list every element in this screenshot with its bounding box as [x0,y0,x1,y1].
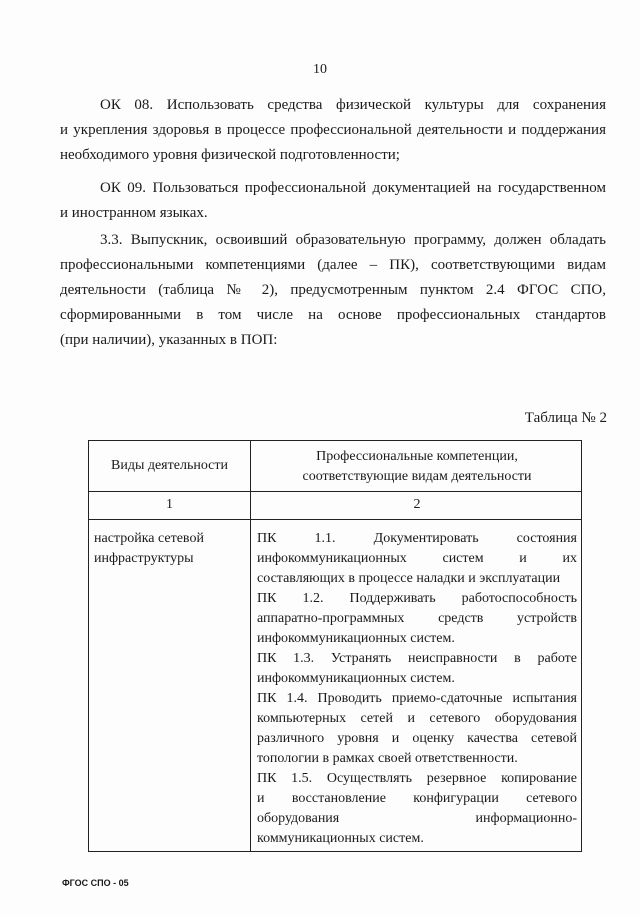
competency-line: составляющих в процессе наладки и эксплуатации [257,571,561,586]
competency-line: ПК 1.5. Осуществлять резервное копирование [257,771,577,786]
column-number-1: 1 [166,497,173,512]
paragraph-ok08 [60,93,606,168]
competency-line: коммуникационных систем. [257,831,424,846]
competency-line: ПК 1.1. Документировать состояния [257,531,577,546]
paragraph-3-3 [60,228,606,353]
competency-line: инфокоммуникационных систем. [257,631,455,646]
competency-line: ПК 1.4. Проводить приемо-сдаточные испытания [257,691,577,706]
competency-line: инфокоммуникационных систем и их [257,551,577,566]
header-activity-text: Виды деятельности [110,458,228,473]
competency-line: ПК 1.2. Поддерживать работоспособность [257,591,577,606]
competency-line: оборудования информационно- [257,811,577,826]
header-line: Профессиональные компетенции, [316,449,518,464]
competency-line: различного уровня и оценку качества сетевой [257,731,577,746]
text-line: ОК 09. Пользоваться профессиональной документацией на государственном [100,180,606,196]
column-number-2: 2 [413,497,421,512]
table-row-divider [89,519,581,520]
footer-label: ФГОС СПО - 05 [62,878,129,888]
text-line: ОК 08. Использовать средства физической культуры для сохранения [100,97,606,113]
page-number: 10 [313,62,327,77]
competency-line: аппаратно-программных средств устройств [257,611,577,626]
header-line: соответствующие видам деятельности [302,469,532,484]
header-activity [89,441,250,491]
text-line: и укрепления здоровья в процессе профессиональной деятельности и поддержания [60,122,606,138]
competency-line: инфокоммуникационных систем. [257,671,455,686]
header-competencies [251,447,583,487]
activity-line: настройка сетевой [94,531,204,546]
activity-cell [94,529,244,569]
text-line: деятельности (таблица № 2), предусмотренным пунктом 2.4 ФГОС СПО, [60,282,606,298]
table-caption: Таблица № 2 [524,410,607,426]
competency-line: топологии в рамках своей ответственности. [257,751,518,766]
paragraph-ok09 [60,176,606,226]
competencies-cell [257,529,577,849]
text-line: 3.3. Выпускник, освоивший образовательную программу, должен обладать [100,232,606,248]
competency-line: и восстановление конфигурации сетевого [257,791,577,806]
text-line: необходимого уровня физической подготовленности; [60,147,400,163]
competency-line: ПК 1.3. Устранять неисправности в работе [257,651,577,666]
text-line: (при наличии), указанных в ПОП: [60,332,278,348]
activity-line: инфраструктуры [94,551,194,566]
competency-line: компьютерных сетей и сетевого оборудования [257,711,577,726]
table-row-divider [89,491,581,492]
text-line: и иностранном языках. [60,205,208,221]
text-line: сформированными в том числе на основе профессиональных стандартов [60,307,606,323]
text-line: профессиональными компетенциями (далее – ПК), соответствующими видам [60,257,606,273]
competencies-table [88,440,582,852]
